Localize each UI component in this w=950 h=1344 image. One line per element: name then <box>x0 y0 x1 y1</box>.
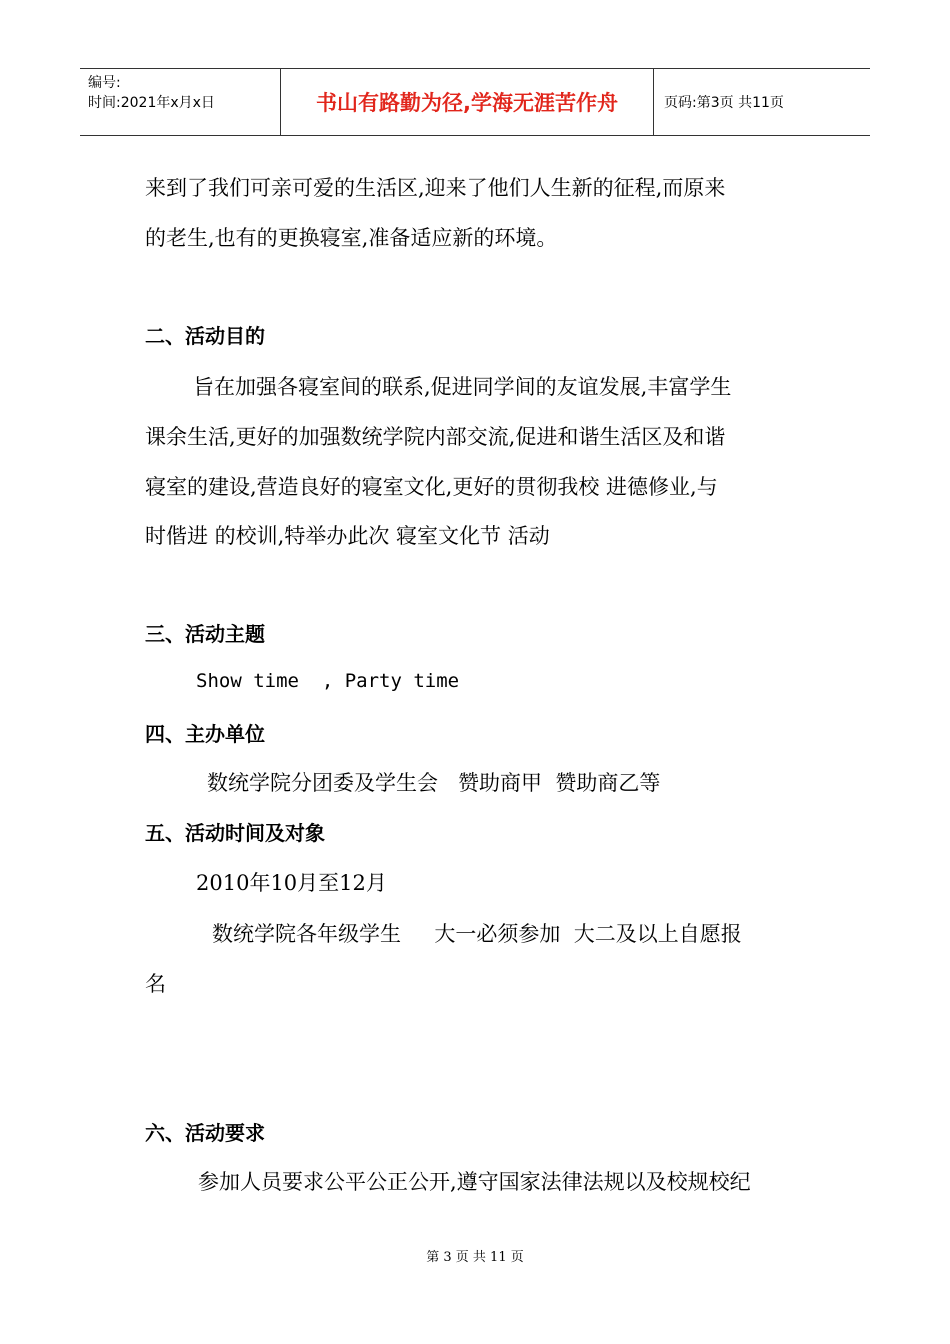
paragraph-line: 参加人员要求公平公正公开,遵守国家法律法规以及校规校纪 <box>198 1170 751 1194</box>
paragraph-line: 时偕进 的校训,特举办此次 寝室文化节 活动 <box>145 524 550 548</box>
paragraph-line: 的老生,也有的更换寝室,准备适应新的环境。 <box>145 226 558 250</box>
target-line: 名 <box>145 972 166 996</box>
section-heading-purpose: 二、活动目的 <box>145 324 265 348</box>
organizers-text: 数统学院分团委及学生会 赞助商甲 赞助商乙等 <box>207 771 661 795</box>
section-heading-requirements: 六、活动要求 <box>145 1121 265 1145</box>
page-footer: 第 3 页 共 11 页 <box>426 1250 524 1265</box>
header-page-info: 页码:第3页 共11页 <box>664 95 784 111</box>
theme-text: Show time , Party time <box>196 670 460 692</box>
header-time: 时间:2021年x月x日 <box>88 95 215 111</box>
header-meta <box>80 69 281 135</box>
paragraph-line: 课余生活,更好的加强数统学院内部交流,促进和谐生活区及和谐 <box>145 425 726 449</box>
target-line: 数统学院各年级学生 大一必须参加 大二及以上自愿报 <box>212 922 742 946</box>
header-motto: 书山有路勤为径,学海无涯苦作舟 <box>281 69 654 135</box>
paragraph-line: 寝室的建设,营造良好的寝室文化,更好的贯彻我校 进德修业,与 <box>145 475 718 499</box>
header-number: 编号: <box>88 75 121 91</box>
section-heading-theme: 三、活动主题 <box>145 622 265 646</box>
paragraph-line: 旨在加强各寝室间的联系,促进同学间的友谊发展,丰富学生 <box>193 375 732 399</box>
section-heading-time-target: 五、活动时间及对象 <box>145 821 325 845</box>
document-header <box>80 68 870 136</box>
date-text: 2010年10月至12月 <box>196 871 387 895</box>
section-heading-organizers: 四、主办单位 <box>145 722 265 746</box>
paragraph-line: 来到了我们可亲可爱的生活区,迎来了他们人生新的征程,而原来 <box>145 176 726 200</box>
